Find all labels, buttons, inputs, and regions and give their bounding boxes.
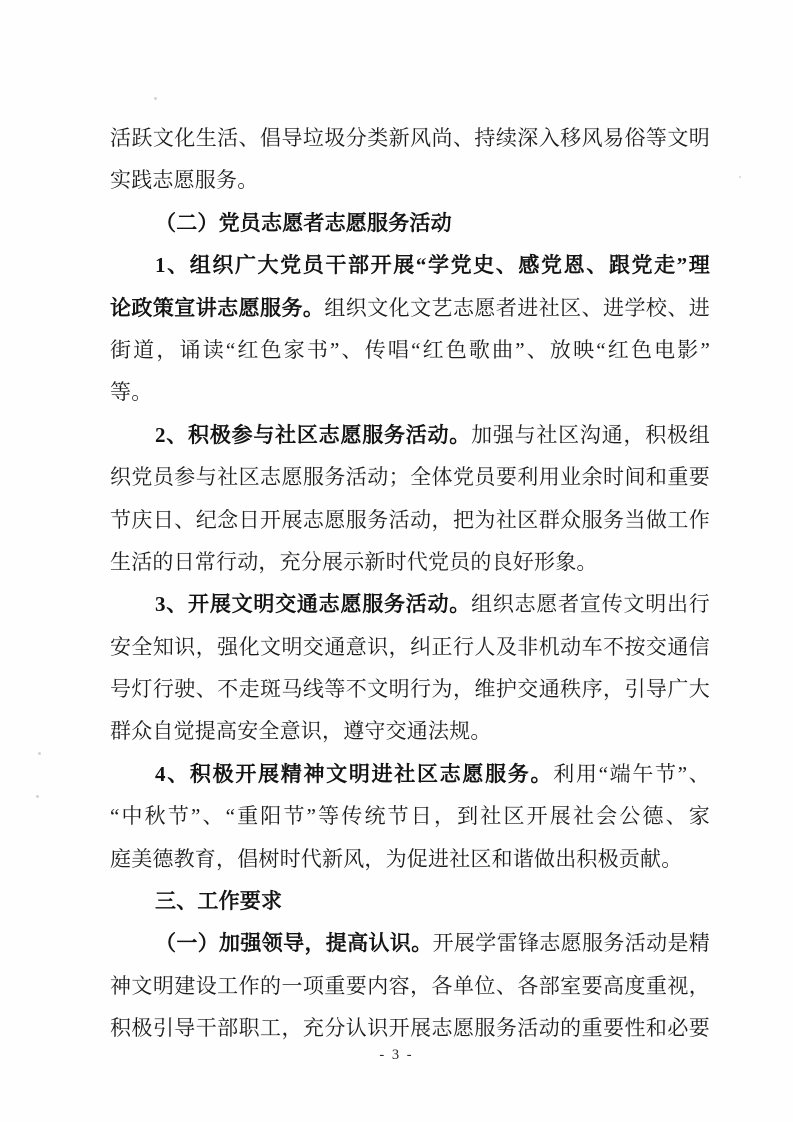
numbered-item [110, 244, 710, 414]
text-segment: 加强与社区沟通，积极组 [471, 422, 710, 447]
section-heading-2 [110, 202, 710, 244]
text-segment: 开展学雷锋志愿服务活动是精 [432, 931, 710, 956]
text-segment: 组织志愿者宣传文明出行 [471, 592, 710, 617]
heading-line [110, 880, 710, 922]
text-line [110, 159, 710, 201]
heading-text: 三、工作要求 [155, 889, 283, 914]
text-line [110, 499, 710, 541]
text-line [110, 1007, 710, 1049]
text-line [110, 838, 710, 880]
text-line [110, 753, 710, 795]
section-heading-1 [110, 880, 710, 922]
text-line [110, 795, 710, 837]
text-segment: 活跃文化生活、倡导垃圾分类新风尚、持续深入移风易俗等文明 [110, 126, 710, 150]
text-segment-bold: （一）加强领导，提高认识。 [155, 931, 433, 956]
text-line [110, 583, 710, 625]
numbered-item [110, 753, 710, 880]
text-segment: 节庆日、纪念日开展志愿服务活动，把为社区群众服务当做工作 [110, 507, 710, 532]
text-segment: 生活的日常行动，充分展示新时代党员的良好形象。 [110, 549, 598, 574]
numbered-item [110, 583, 710, 753]
text-segment: 群众自觉提高安全意识，遵守交通法规。 [110, 719, 492, 744]
text-line [110, 117, 710, 159]
text-line [110, 626, 710, 668]
text-segment-bold: 2、积极参与社区志愿服务活动。 [155, 422, 472, 447]
text-line [110, 541, 710, 583]
text-segment: 安全知识，强化文明交通意识，纠正行人及非机动车不按交通信 [110, 634, 710, 659]
text-line [110, 922, 710, 964]
heading-line [110, 202, 710, 244]
text-line [110, 456, 710, 498]
paragraph-continued [110, 117, 710, 202]
text-line [110, 965, 710, 1007]
numbered-item [110, 414, 710, 584]
text-segment: 组织文化文艺志愿者进社区、进学校、进 [324, 295, 710, 320]
text-segment: 等。 [110, 380, 153, 405]
scan-speck [739, 176, 741, 178]
text-segment: 利用“端午节”、 [553, 761, 710, 786]
text-segment: “中秋节”、“重阳节”等传统节日，到社区开展社会公德、家 [110, 804, 710, 829]
requirement-item [110, 922, 710, 1049]
text-segment: 实践志愿服务。 [110, 168, 259, 193]
text-line [110, 244, 710, 286]
text-line [110, 329, 710, 371]
text-segment-bold: 论政策宣讲志愿服务。 [110, 295, 325, 320]
scan-speck [38, 752, 41, 755]
text-line [110, 371, 710, 413]
text-segment: 号灯行驶、不走斑马线等不文明行为，维护交通秩序，引导广大 [110, 677, 710, 702]
text-line [110, 287, 710, 329]
scan-speck [36, 795, 39, 798]
text-segment: 街道，诵读“红色家书”、传唱“红色歌曲”、放映“红色电影” [110, 337, 710, 362]
text-segment: 织党员参与社区志愿服务活动；全体党员要利用业余时间和重要 [110, 465, 710, 490]
text-segment-bold: 4、积极开展精神文明进社区志愿服务。 [155, 761, 554, 786]
heading-text: （二）党员志愿者志愿服务活动 [155, 210, 452, 235]
text-segment: 庭美德教育，倡树时代新风，为促进社区和谐做出积极贡献。 [110, 846, 683, 871]
text-segment-bold: 3、开展文明交通志愿服务活动。 [155, 592, 472, 617]
scan-speck [154, 97, 157, 100]
text-segment-bold: 1、组织广大党员干部开展“学党史、感党恩、跟党走”理 [155, 253, 710, 278]
text-segment: 积极引导干部职工，充分认识开展志愿服务活动的重要性和必要 [110, 1016, 710, 1041]
text-segment: 神文明建设工作的一项重要内容，各单位、各部室要高度重视， [110, 973, 710, 998]
document-text-block [110, 117, 710, 1050]
text-line [110, 414, 710, 456]
text-line [110, 710, 710, 752]
text-line [110, 668, 710, 710]
page-number: - 3 - [379, 1047, 414, 1063]
